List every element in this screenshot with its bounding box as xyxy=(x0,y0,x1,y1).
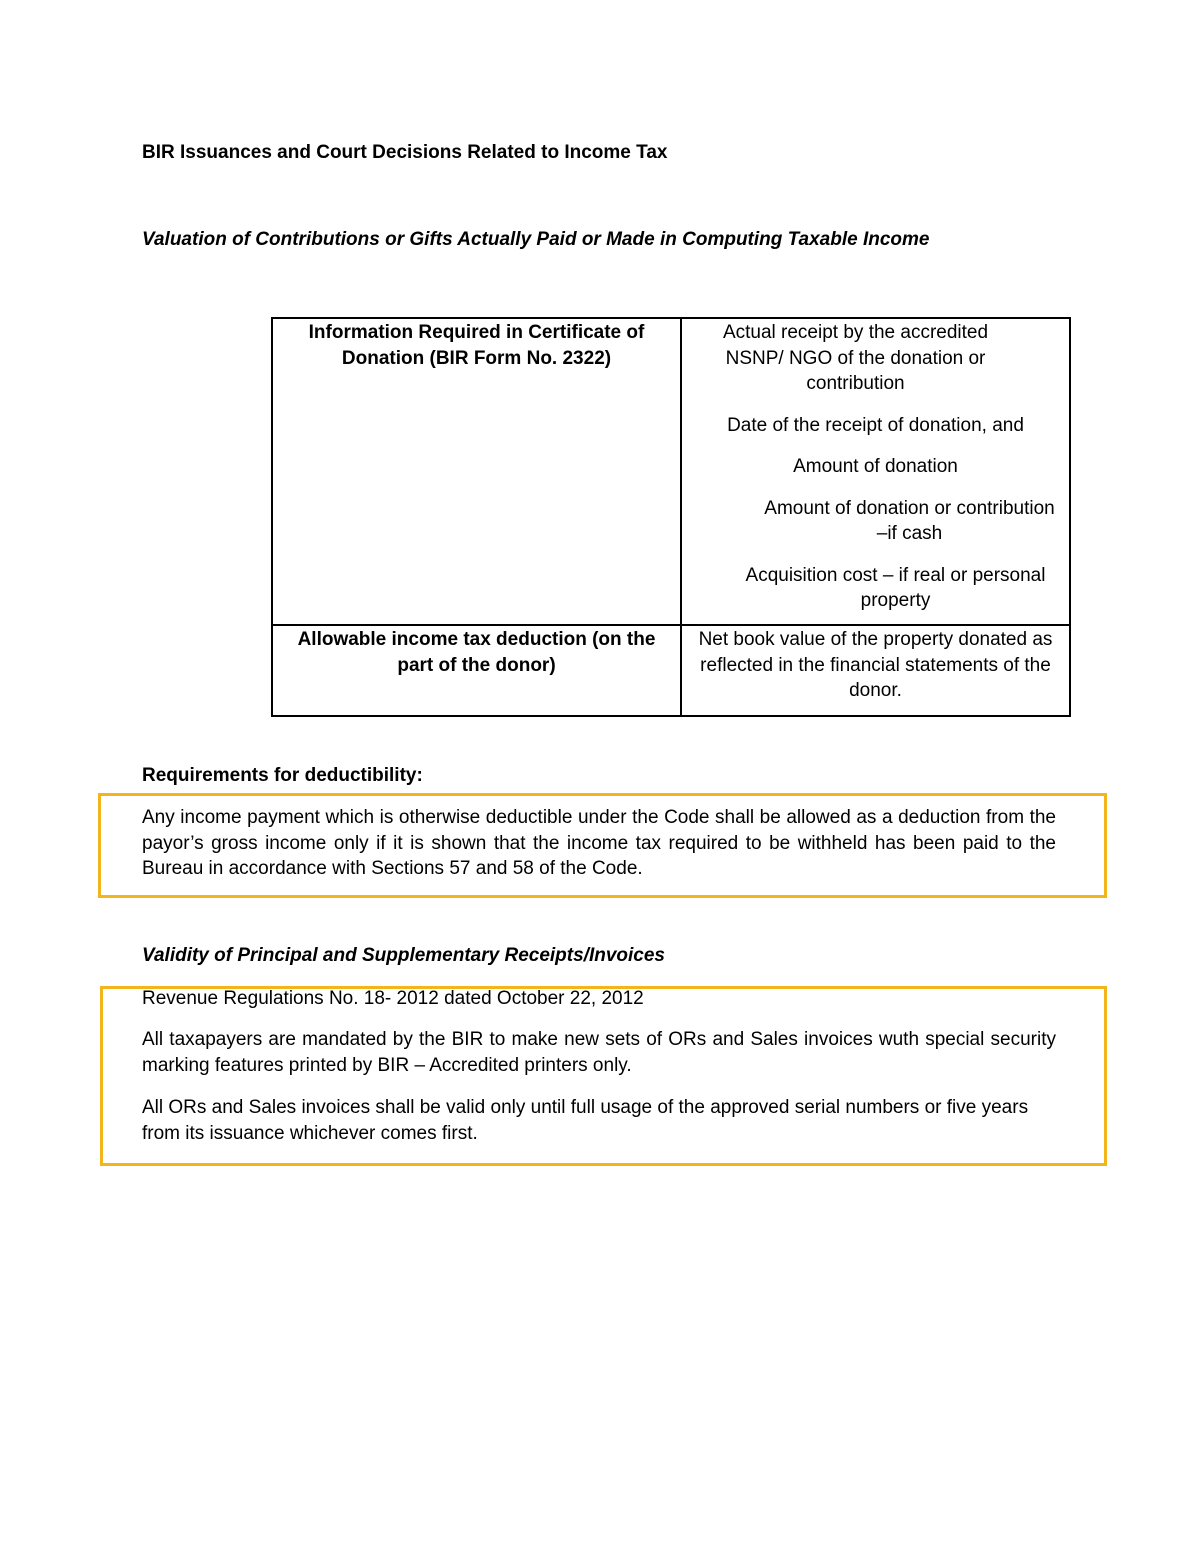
page-title: BIR Issuances and Court Decisions Related to Income Tax xyxy=(142,142,668,163)
list-item: Actual receipt by the accredited NSNP/ NGO of the donation or contribution xyxy=(722,322,989,394)
table-cell-label: Information Required in Certificate of Donation (BIR Form No. 2322) xyxy=(272,318,681,625)
table-cell-items xyxy=(681,318,1070,625)
table-row xyxy=(272,318,1070,625)
section-title-valuation: Valuation of Contributions or Gifts Actually Paid or Made in Computing Taxable Income xyxy=(142,229,930,250)
table-row xyxy=(272,625,1070,716)
certificate-table xyxy=(271,317,1071,717)
list-item: Amount of donation or contribution –if cash xyxy=(764,497,1055,544)
validity-paragraph: All ORs and Sales invoices shall be valid only until full usage of the approved serial numbers or five years from its issuance whichever comes first. xyxy=(142,1097,1029,1144)
validity-paragraph: All taxapayers are mandated by the BIR to make new sets of ORs and Sales invoices wuth special security marking features printed by BIR – Accredited printers only. xyxy=(142,1029,1056,1076)
validity-heading: Validity of Principal and Supplementary Receipts/Invoices xyxy=(142,945,666,966)
regulation-reference: Revenue Regulations No. 18- 2012 dated October 22, 2012 xyxy=(142,988,644,1009)
requirements-heading: Requirements for deductibility: xyxy=(142,765,423,786)
requirements-text: Any income payment which is otherwise deductible under the Code shall be allowed as a deduction from the payor’s gross income only if it is shown that the income tax required to be withheld has been paid to the Bureau in accordance with Sections 57 and 58 of the Code. xyxy=(142,807,1056,879)
list-item: Acquisition cost – if real or personal property xyxy=(745,564,1046,611)
table-cell-items xyxy=(681,625,1070,716)
list-item: Amount of donation xyxy=(793,456,958,477)
list-item: Net book value of the property donated as reflected in the financial statements of the donor. xyxy=(698,629,1053,701)
table-cell-label: Allowable income tax deduction (on the part of the donor) xyxy=(272,625,681,716)
list-item: Date of the receipt of donation, and xyxy=(727,414,1024,436)
